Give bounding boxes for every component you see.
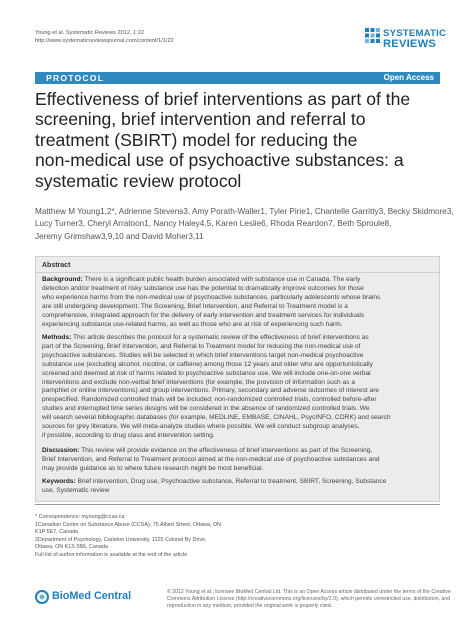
- methods-text: substance use (excluding alcohol, nicotine, or caffeine) among those 12 years and older who are opportunistically: [42, 360, 373, 368]
- abstract-box: [35, 256, 440, 502]
- abstract-background: [42, 276, 437, 329]
- license-line: reproduction in any medium, provided the original work is properly cited.: [167, 603, 333, 610]
- citation-url[interactable]: http://www.systematicreviewsjournal.com/content/1/1/22: [35, 37, 174, 44]
- keywords-text: use, Systematic review: [42, 486, 110, 494]
- background-label: Background:: [42, 276, 83, 283]
- biomed-central-swirl-icon: [35, 590, 49, 604]
- abstract-discussion: [42, 447, 437, 474]
- background-text: are still undergoing development. The Screening, Brief Intervention, and Referral to Treatment model is a: [42, 302, 348, 310]
- methods-text: part of the Screening, Brief Intervention, and Referral to Treatment model for reducing the non-medical use of: [42, 342, 361, 350]
- affiliation-line: K1P 5E7, Canada: [35, 529, 79, 536]
- article-type-banner: [35, 72, 440, 84]
- affiliation-line: Ottawa, ON K1S 5B6, Canada: [35, 544, 108, 551]
- methods-text: if possible, according to drug class and intervention setting.: [42, 431, 215, 439]
- logo-text-systematic: SYSTEMATIC: [383, 28, 447, 39]
- methods-text: prespecified. Randomized controlled trials will be included; non-randomized controlled trials, controlled before-after: [42, 396, 377, 404]
- methods-text: interventions and exclude non-verbal brief interventions (for example, the provision of information such as a: [42, 378, 356, 386]
- journal-logo-icon: [364, 26, 381, 48]
- discussion-text: may provide guidance as to where future research might be most beneficial.: [42, 464, 264, 472]
- journal-logo: [364, 24, 447, 60]
- methods-text: This article describes the protocol for a systematic review of the effectiveness of brief interventions as: [71, 334, 369, 341]
- background-text: experiencing substance use-related harms, as well as those who are at risk of experiencing such harm.: [42, 320, 343, 328]
- logo-text-reviews: REVIEWS: [383, 38, 436, 50]
- publisher-name: BioMed Central: [52, 590, 132, 602]
- title-line: screening, brief intervention and referral to: [35, 109, 366, 130]
- correspondence-email[interactable]: * Correspondence: myoung@ccsa.ca: [35, 514, 125, 520]
- affiliation-line: 2Department of Psychology, Carleton University, 1125 Colonel By Drive,: [35, 536, 207, 543]
- methods-text: screened and deemed at risk of harms related to psychoactive substance use. We will include one-on-one verbal: [42, 369, 371, 377]
- article-title: [35, 89, 440, 191]
- methods-text: pamphlet or online interventions) and group interventions. Primary, secondary and adverse outcomes of interest are: [42, 387, 380, 395]
- methods-label: Methods:: [42, 334, 72, 341]
- author-info-note: Full list of author information is available at the end of the article: [35, 551, 188, 558]
- author-list: [35, 206, 454, 243]
- background-text: detection and/or treatment of risky substance use has the potential to dramatically improve outcomes for those: [42, 284, 364, 292]
- discussion-text: This review will provide evidence on the effectiveness of brief interventions as part of the Screening,: [79, 447, 373, 454]
- affiliation-line: 1Canadian Centre on Substance Abuse (CCSA), 75 Albert Street, Ottawa, ON: [35, 521, 222, 528]
- open-access-label: Open Access: [383, 73, 434, 82]
- background-text: comprehensive, integrated approach for the delivery of early intervention and treatment services for individuals: [42, 311, 365, 319]
- footnote-divider: [35, 504, 440, 505]
- discussion-label: Discussion:: [42, 447, 80, 454]
- background-text: There is a significant public health burden associated with substance use in Canada. The early: [82, 276, 361, 283]
- methods-text: will search several bibliographic databases (for example, MEDLINE, EMBASE, CINAHL, PsycINFO, CORK) and search: [42, 414, 391, 422]
- correspondence-footnote: [35, 514, 265, 560]
- author-line: Matthew M Young1,2*, Adrienne Stevens3, Amy Porath-Waller1, Tyler Pirie1, Chantelle Garritty3, Becky Skidmore3,: [35, 207, 454, 216]
- background-text: who experience harms from the non-medical use of psychoactive substances, particularly adolescents whose brains: [42, 293, 381, 301]
- keywords-text: Brief intervention, Drug use, Psychoactive substance, Referral to treatment, SBIRT, Screening, Substance: [75, 478, 387, 485]
- keywords-label: Keywords:: [42, 478, 76, 485]
- abstract-heading: Abstract: [42, 262, 71, 269]
- methods-text: sources for grey literature. We will meta-analyze studies where possible. We will conduct subgroup analyses,: [42, 423, 360, 431]
- abstract-methods: [42, 334, 437, 441]
- title-line: Effectiveness of brief interventions as part of the: [35, 89, 411, 109]
- title-line: systematic review protocol: [35, 170, 242, 191]
- author-line: Lucy Turner3, Cheryl Arratoon1, Nancy Haley4,5, Karen Leslie6, Rhoda Reardon7, Beth Sproule8,: [35, 219, 392, 229]
- license-line: © 2012 Young et al.; licensee BioMed Central Ltd. This is an Open Access article distributed under the terms of the Creative: [167, 589, 451, 595]
- methods-text: psychoactive substances. Studies will be selected in which brief interventions target non-medical psychoactive: [42, 351, 364, 359]
- license-line: Commons Attribution License (http://creativecommons.org/licenses/by/2.0), which permits unrestricted use, distribution, and: [167, 596, 451, 603]
- biomed-central-logo: [35, 590, 143, 608]
- abstract-divider: [36, 272, 439, 273]
- license-statement: [167, 589, 451, 611]
- citation-journal: Young et al. Systematic Reviews 2012, 1:22: [35, 30, 144, 36]
- title-line: non-medical use of psychoactive substances: a: [35, 150, 404, 171]
- article-type-label: PROTOCOL: [46, 73, 105, 83]
- author-line: Jeremy Grimshaw3,9,10 and David Moher3,11: [35, 231, 204, 241]
- methods-text: studies and interrupted time series designs will be considered in the absence of randomized controlled trials. We: [42, 405, 370, 413]
- article-citation: [35, 30, 174, 46]
- abstract-keywords: [42, 478, 437, 496]
- discussion-text: Brief Intervention, and Referral to Treatment protocol aimed at the non-medical use of psychoactive substances and: [42, 455, 380, 463]
- title-line: treatment (SBIRT) model for reducing the: [35, 129, 358, 150]
